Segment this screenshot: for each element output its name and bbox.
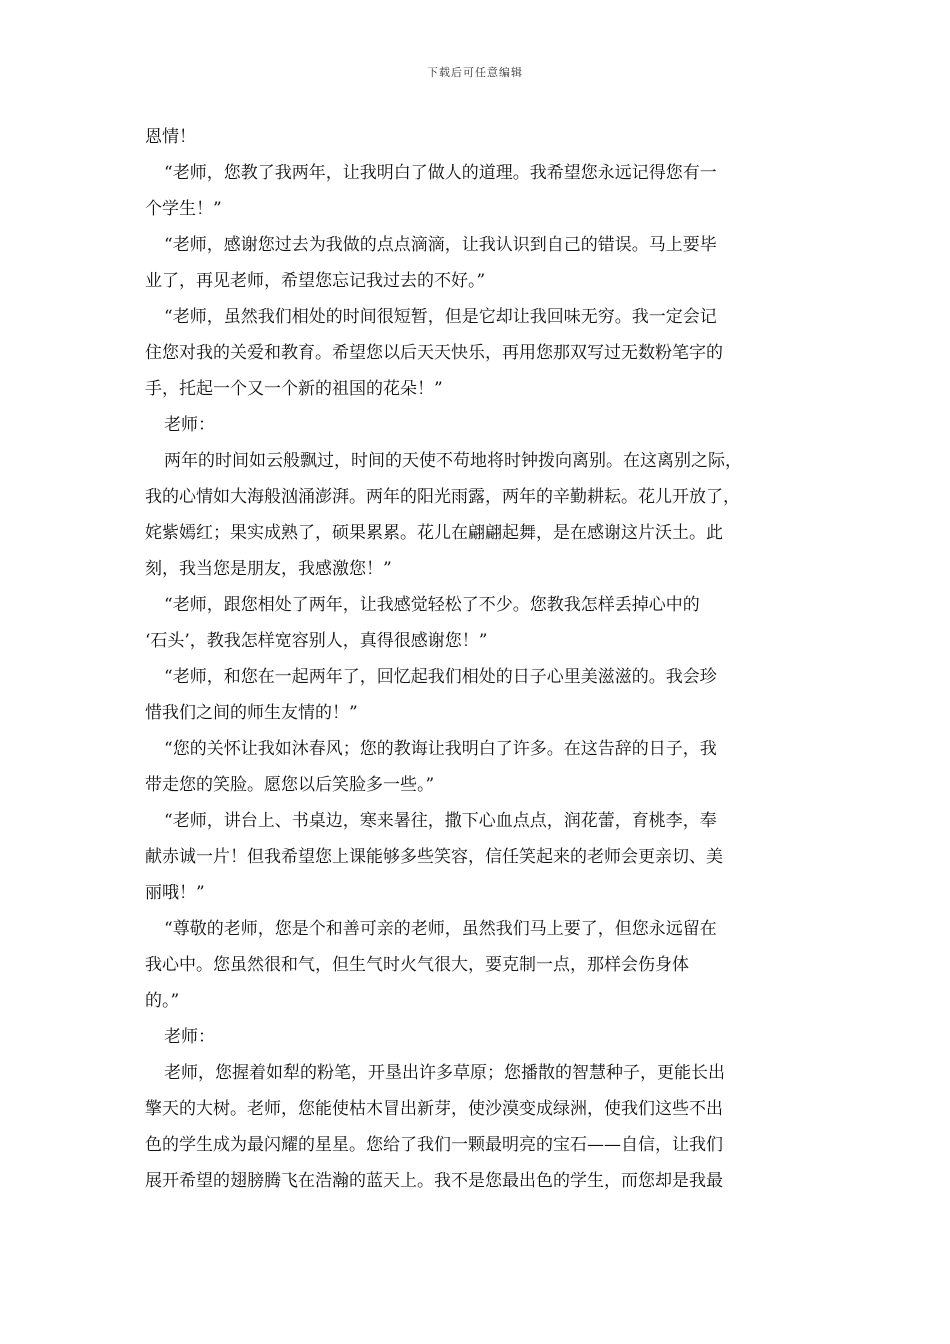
text-line: 擎天的大树。老师，您能使枯木冒出新芽，使沙漠变成绿洲，使我们这些不出 (145, 1099, 723, 1119)
text-line: 老师： (164, 415, 215, 435)
text-line: 我心中。您虽然很和气，但生气时火气很大，要克制一点，那样会伤身体 (145, 955, 689, 975)
text-line: ‘石头’，教我怎样宽容别人，真得很感谢您！” (145, 631, 488, 651)
text-line: “老师，和您在一起两年了，回忆起我们相处的日子心里美滋滋的。我会珍 (164, 667, 717, 687)
text-line: 丽哦！” (145, 883, 205, 903)
page-header: 下载后可任意编辑 (427, 66, 523, 79)
text-line: 手，托起一个又一个新的祖国的花朵！” (145, 379, 443, 399)
text-line: “老师，跟您相处了两年，让我感觉轻松了不少。您教我怎样丢掉心中的 (164, 595, 700, 615)
text-line: 带走您的笑脸。愿您以后笑脸多一些。” (145, 775, 435, 795)
text-line: “老师，虽然我们相处的时间很短暂，但是它却让我回味无穷。我一定会记 (164, 307, 717, 327)
text-line: 恩情！ (145, 127, 196, 147)
text-line: 姹紫嫣红；果实成熟了，硕果累累。花儿在翩翩起舞，是在感谢这片沃土。此 (145, 523, 723, 543)
text-line: 两年的时间如云般飘过，时间的天使不苟地将时钟拨向离别。在这离别之际， (164, 451, 742, 471)
text-line: “老师，讲台上、书桌边，寒来暑往，撒下心血点点，润花蕾，育桃李，奉 (164, 811, 717, 831)
text-line: “您的关怀让我如沐春风；您的教诲让我明白了许多。在这告辞的日子，我 (164, 739, 717, 759)
body-text (145, 119, 813, 1199)
text-line: 刻，我当您是朋友，我感激您！” (145, 559, 392, 579)
text-line: “老师，感谢您过去为我做的点点滴滴，让我认识到自己的错误。马上要毕 (164, 235, 717, 255)
text-line: 个学生！” (145, 199, 222, 219)
text-line: 献赤诚一片！但我希望您上课能够多些笑容，信任笑起来的老师会更亲切、美 (145, 847, 723, 867)
text-line: 色的学生成为最闪耀的星星。您给了我们一颗最明亮的宝石——自信，让我们 (145, 1135, 723, 1155)
text-line: “尊敬的老师，您是个和善可亲的老师，虽然我们马上要了，但您永远留在 (164, 919, 717, 939)
text-line: 业了，再见老师，希望您忘记我过去的不好。” (145, 271, 486, 291)
text-line: “老师，您教了我两年，让我明白了做人的道理。我希望您永远记得您有一 (164, 163, 717, 183)
text-line: 展开希望的翅膀腾飞在浩瀚的蓝天上。我不是您最出色的学生，而您却是我最 (145, 1171, 723, 1191)
text-line: 惜我们之间的师生友情的！” (145, 703, 358, 723)
text-line: 住您对我的关爱和教育。希望您以后天天快乐，再用您那双写过无数粉笔字的 (145, 343, 723, 363)
text-line: 老师： (164, 1027, 215, 1047)
text-line: 老师，您握着如犁的粉笔，开垦出许多草原；您播散的智慧种子，更能长出 (164, 1063, 725, 1083)
text-line: 的。” (145, 991, 180, 1011)
text-line: 我的心情如大海般汹涌澎湃。两年的阳光雨露，两年的辛勤耕耘。花儿开放了， (145, 487, 740, 507)
